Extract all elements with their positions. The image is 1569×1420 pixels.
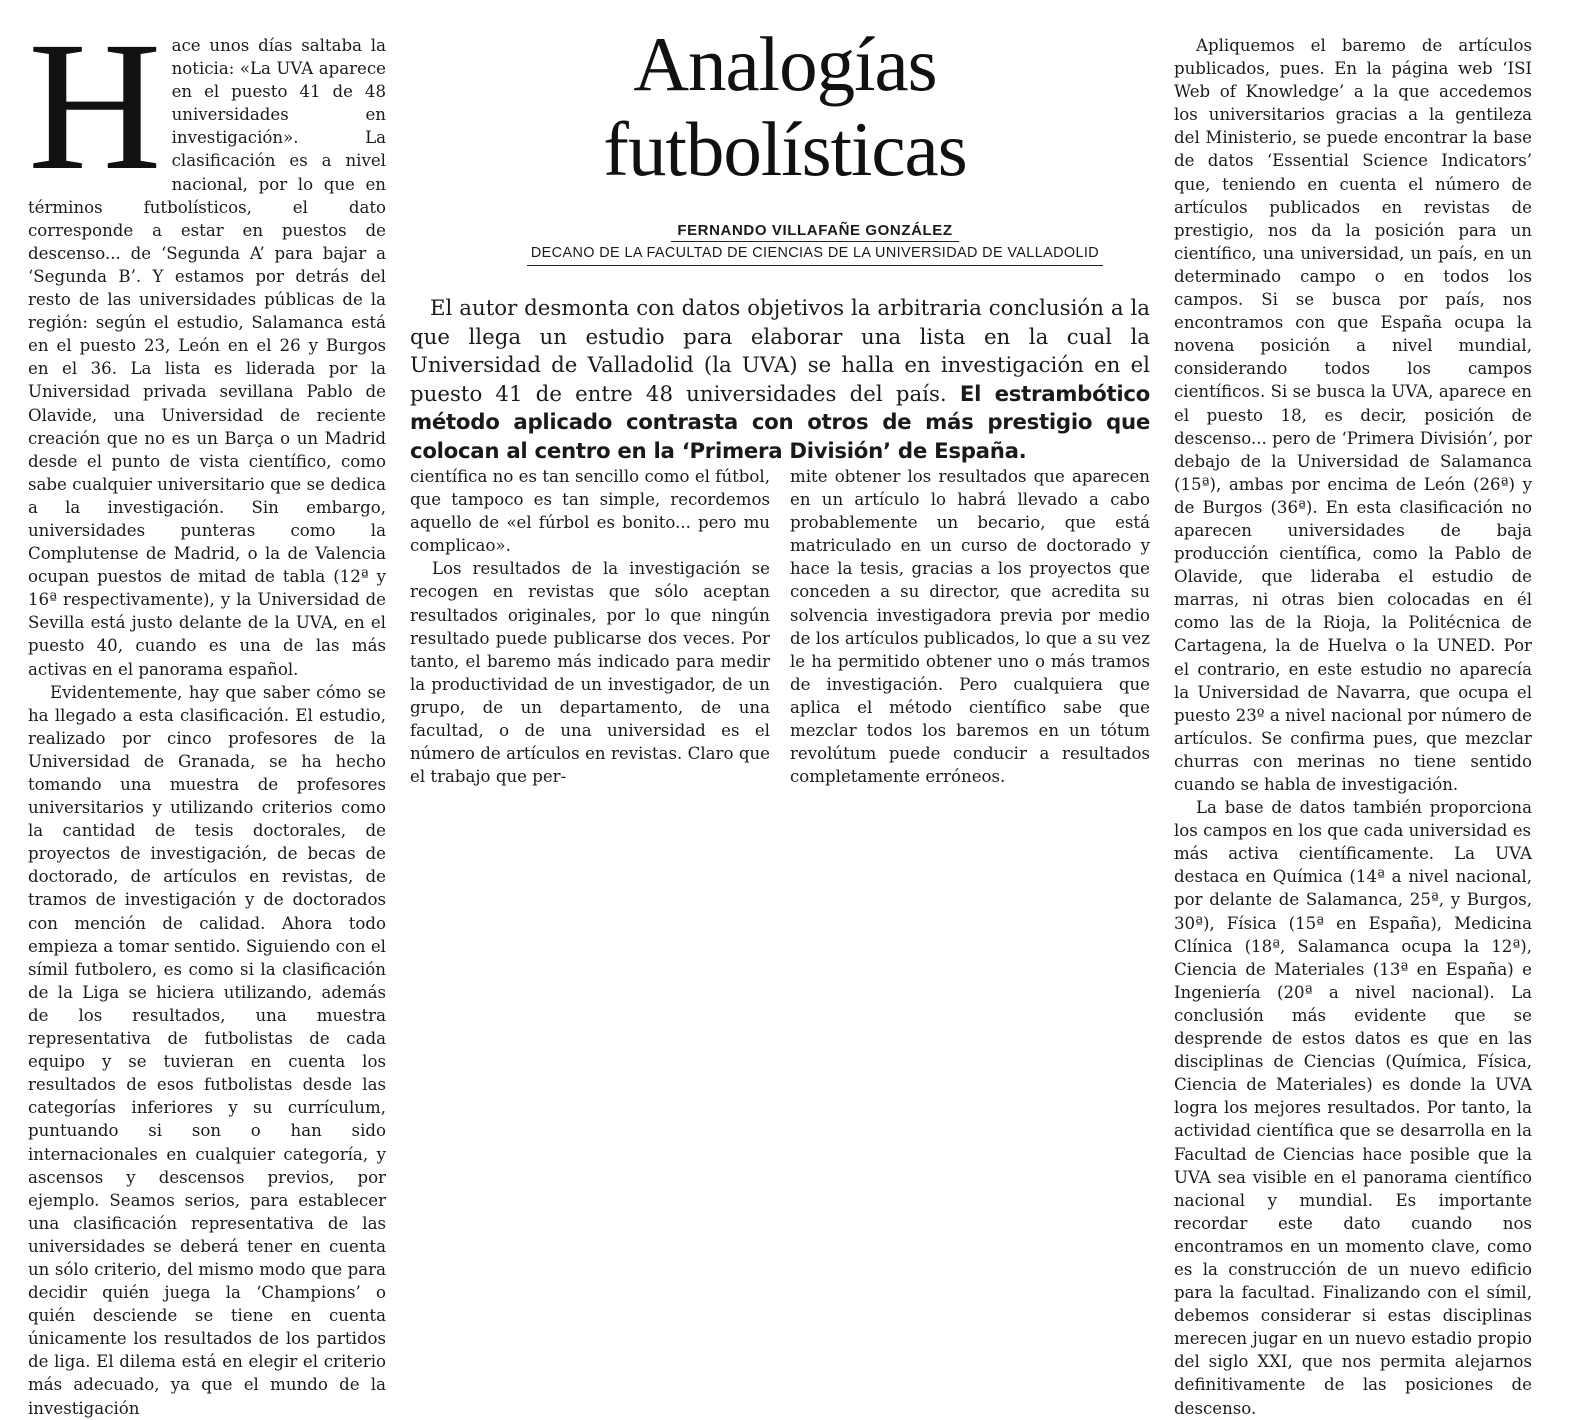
byline: [440, 220, 1190, 266]
paragraph: Los resultados de la investigación se recogen en revistas que sólo aceptan resultados originales, por lo que ningún resultado puede publicarse dos veces. Por tanto, el baremo más indicado para medir la productividad de un investigador, de un grupo, de un departamento, de una facultad, o de una universidad es el número de artículos en revistas. Claro que el trabajo que per-: [410, 559, 770, 787]
headline-line-2: futbolísticas: [603, 106, 967, 192]
column-4: [1174, 34, 1532, 1420]
paragraph: ace unos días saltaba la noticia: «La UVA aparece en el puesto 41 de 48 universidades en investigación». La clasificación es a nivel nacional, por lo que en términos futbolísticos, el dato corresponde a estar en puestos de descenso... de ‘Segunda A’ para bajar a ‘Segunda B’. Y estamos por detrás del resto de las universidades públicas de la región: según el estudio, Salamanca está en el puesto 23, León en el 26 y Burgos en el 36. La lista es liderada por la Universidad privada sevillana Pablo de Olavide, una Universidad de reciente creación que no es un Barça o un Madrid desde el punto de vista científico, como sabe cualquier universitario que se dedica a la investigación. Sin embargo, universidades punteras como la Complutense de Madrid, o la de Valencia ocupan puestos de mitad de tabla (12ª y 16ª respectivamente), y la Universidad de Sevilla está justo delante de la UVA, en el puesto 40, cuando es una de las más activas en el panorama español.: [28, 36, 386, 679]
paragraph: La base de datos también proporciona los campos en los que cada universidad es: [1174, 798, 1532, 841]
drop-cap: H: [28, 4, 162, 209]
paragraph: científica no es tan sencillo como el fútbol, que tampoco es tan simple, recordemos aquello de «el fúrbol es bonito... pero mu complicao».: [410, 467, 770, 556]
column-2: [410, 465, 770, 788]
paragraph: Evidentemente, hay que saber cómo se ha llegado a esta clasificación. El estudio, realizado por cinco profesores de la Universidad de Granada, se ha hecho tomando una muestra de profesores universitarios y utilizando criterios como la cantidad de tesis doctorales, de proyectos de investigación, de becas de doctorado, de artículos en revistas, de tramos de investigación y de doctorados con mención de calidad. Ahora todo empieza a tomar sentido. Siguiendo con el símil futbolero, es como si la clasificación de la Liga se hiciera utilizando, además de los resultados, una muestra representativa de futbolistas de cada equipo y se tuvieran en cuenta los resultados de esos futbolistas desde las categorías inferiores y su currículum, puntuando si son o han sido internacionales en cualquier categoría, y ascensos y descensos previos, por ejemplo. Seamos serios, para establecer una clasificación representativa de las universidades se deberá tener en cuenta un sólo criterio, del mismo modo que para decidir quién juega la ‘Champions’ o quién desciende se tiene en cuenta únicamente los resultados de los partidos de liga. El dilema está en elegir el criterio más adecuado, ya que el mundo de la investigación: [28, 682, 386, 1418]
author-name: FERNANDO VILLAFAÑE GONZÁLEZ: [671, 222, 958, 242]
column-3: [790, 465, 1150, 788]
lead-text-bold: El estrambótico método aplicado contrasta con otros de más prestigio que colocan al centro en la ‘Primera División’ de España.: [410, 381, 1150, 464]
paragraph: Apliquemos el baremo de artículos publicados, pues. En la página web ‘ISI Web of Knowledge’ a la que accedemos los universitarios gracias a la gentileza del Ministerio, se puede encontrar la base de datos ‘Essential Science Indicators’ que, teniendo en cuenta el número de artículos publicados en revistas de prestigio, nos da la posición para un científico, una universidad, un país, en un determinado campo o en todos los campos. Si se busca por país, nos encontramos con que España ocupa la novena posición a nivel mundial, considerando todos los campos científicos. Si se busca la UVA, aparece en el puesto 18, es decir, posición de descenso... pero de ‘Primera División’, por debajo de la Universidad de Salamanca (15ª), ambas por encima de León (26ª) y de Burgos (36ª). En esta clasificación no aparecen universidades de baja producción científica, como la Pablo de Olavide, que lideraba el estudio de marras, ni otras bien colocadas en él como las de la Rioja, la Politécnica de Cartagena, la de Huelva o la UNED. Por el contrario, en este estudio no aparecía la Universidad de Navarra, que ocupa el puesto 23º a nivel nacional por número de artículos. Se confirma pues, que mezclar churras con merinas no tiene sentido cuando se habla de investigación.: [1174, 36, 1532, 794]
headline-line-1: Analogías: [633, 21, 937, 107]
paragraph: mite obtener los resultados que aparecen en un artículo lo habrá llevado a cabo probablemente un becario, que está matriculado en un curso de doctorado y hace la tesis, gracias a los proyectos que conceden a su director, que acredita su solvencia investigadora previa por medio de los artículos publicados, lo que a su vez le ha permitido obtener uno o más tramos de investigación. Pero cualquiera que aplica el método científico sabe que mezclar todos los baremos en un tótum revolútum puede conducir a resultados completamente erróneos.: [790, 467, 1150, 787]
headline: [560, 22, 1010, 192]
column-1: [28, 4, 386, 1420]
lead-text: El autor desmonta con datos objetivos la arbitraria conclusión a la que llega un estudio para elaborar una lista en la cual la Universidad de Valladolid (la UVA) se halla en investigación en el puesto 41 de entre 48 universidades del país.: [410, 296, 1150, 407]
lead-paragraph: [410, 295, 1150, 467]
paragraph-inset: más activa científicamente. La UVA destaca en Química (14ª a nivel nacional, por delante de Salamanca, 25ª, y Burgos, 30ª), Física (15ª en España), Medicina Clínica (18ª, Salamanca ocupa la 12ª), Ciencia de Materiales (13ª en España) e Ingeniería (20ª a nivel nacional). La conclusión más evidente que se desprende de estos datos es que en las disciplinas de Ciencias (Química, Física, Ciencia de Materiales) es donde la UVA logra los mejores resultados. Por tanto, la actividad científica que se desarrolla en la Facultad de Ciencias hace posible que la UVA sea visible en el panorama científico nacional y mundial. Es importante recordar este dato cuando nos encontramos en un momento clave, como es la construcción de un nuevo edificio para la facultad. Finalizando con el símil, debemos considerar si estas disciplinas merecen jugar en un nuevo estadio propio del siglo XXI, que nos permita alejarnos definitivamente de las posiciones de descenso.: [1174, 844, 1532, 1418]
author-affiliation: DECANO DE LA FACULTAD DE CIENCIAS DE LA UNIVERSIDAD DE VALLADOLID: [527, 245, 1103, 266]
